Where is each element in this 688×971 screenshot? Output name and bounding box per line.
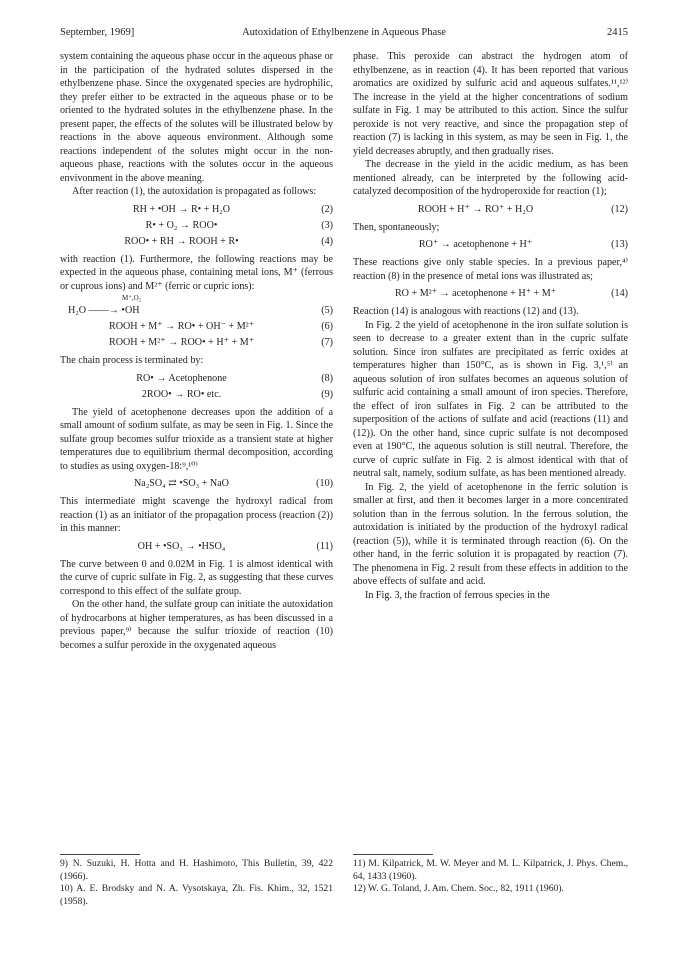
footnote-12: 12) W. G. Toland, J. Am. Chem. Soc., 82, 1911 (1960). xyxy=(353,883,564,894)
equation-8: RO• → Acetophenone (8) xyxy=(136,372,333,384)
left-column xyxy=(60,50,333,652)
equation-10: Na₂SO₄ ⇄ •SO₃ + NaO (10) xyxy=(134,478,333,489)
equation-3: R• + O₂ → ROO• (3) xyxy=(145,219,333,231)
footnote-rule xyxy=(60,854,140,855)
paragraph: In Fig. 2, the yield of acetophenone in the ferric solution is smaller at first, and then it becomes larger in a more concentrated solution than in the ferrous solution. In the ferrous solution, the autoxidation is initiated by the production of the hydroxyl radical (reaction (5)), while it is terminated through reaction (6). On the other hand, in the ferric solution it is propagated by reaction (7). The phenomena in Fig. 2 result from these effects in addition to the above effects of sulfate and acid. xyxy=(353,481,628,587)
footnotes-left xyxy=(60,854,333,908)
paragraph: Then, spontaneously; xyxy=(353,221,440,233)
paragraph: In Fig. 3, the fraction of ferrous species in the xyxy=(365,589,550,601)
paragraph: with reaction (1). Furthermore, the following reactions may be expected in the aqueous phase, containing metal ions, M⁺ (ferrous or cuprous ions) and M²⁺ (ferric or cupric ions): xyxy=(60,253,333,292)
paragraph: After reaction (1), the autoxidation is propagated as follows: xyxy=(72,186,317,197)
paragraph: On the other hand, the sulfate group can initiate the autoxidation of hydrocarbons at higher temperatures, as has been discussed in a previous paper,⁹⁾ because the sulfur trioxide of reaction (10) becomes a sulfur peroxide in the oxygenated aqueous xyxy=(60,599,333,651)
equation-7: ROOH + M²⁺ → ROO• + H⁺ + M⁺ (7) xyxy=(108,337,333,348)
equation-5: M⁺,O₂ H₂O ——→ •OH (5) xyxy=(68,294,333,316)
paragraph: The yield of acetophenone decreases upon the addition of a small amount of sodium sulfate, as may be seen in Fig. 1. Since the sulfate group becomes sulfur trioxide as a transient state at higher temperatures due to equilibrium thermal decomposition, according to studies as using oxygen-18:⁹,¹⁰⁾ xyxy=(60,406,333,472)
equation-2: RH + •OH → R• + H₂O (2) xyxy=(132,203,333,215)
reaction-condition: M⁺,O₂ xyxy=(122,294,142,302)
footnote-9: 9) N. Suzuki, H. Hotta and H. Hashimoto, This Bulletin, 39, 422 (1966). xyxy=(60,858,333,882)
equation-14: RO + M²⁺ → acetophenone + H⁺ + M⁺ (14) xyxy=(394,288,628,299)
equation-12: ROOH + H⁺ → RO⁺ + H₂O (12) xyxy=(417,203,628,215)
page-number: 2415 xyxy=(607,27,628,38)
footnote-rule xyxy=(353,854,433,855)
paragraph: These reactions give only stable species. In a previous paper,⁴⁾ reaction (8) in the presence of metal ions was illustrated as; xyxy=(353,257,628,282)
paragraph: The curve between 0 and 0.02M in Fig. 1 is almost identical with the curve of cupric sulfate in Fig. 2, as suggesting that these curves correspond to this effect of the sulfate group. xyxy=(60,558,333,597)
equation-11: OH + •SO₃ → •HSO₄ (11) xyxy=(137,540,333,552)
paragraph: system containing the aqueous phase occur in the aqueous phase or in the participation of the hydrated solutes dispersed in the ethylbenzene phase. Since the oxygenated species are hydrophilic, they prefer either to be extracted in the aqueous phase or to be oriented to the hydrated solutes in the ethylbenzene phase. In the present paper, the effects of the solutes will be illustrated below by reactions in the above aqueous environment. Although some reactions independent of the solutes might occur in the non-aqueous phase, reactions with the solutes occur in the aqueous envivonment in the above meaning. xyxy=(60,51,333,184)
running-header xyxy=(60,27,628,43)
paragraph: In Fig. 2 the yield of acetophenone in the iron sulfate solution is seen to decrease to a greater extent than in the cupric sulfate solution. Since iron sulfates are precipitated as ferric oxides at temperatures higher than 150°C, as is shown in Fig. 3,¹,⁵⁾ an aqueous solution of iron sulfates becomes an aqueous solution of sulfuric acid containing a small amount of iron species. Therefore, the effect of iron sulfates in Fig. 2 can be attributed to the superposition of the actions of sulfate and acid (reactions (11) and (12)). On the other hand, since cupric sulfate is not decomposed even at 190°C, the aqueous solution is still neutral. Therefore, the curve of cupric sulfate in Fig. 2 is almost identical with that of neutral salt, namely, sodium sulfate, as has been mentioned already. xyxy=(353,319,628,479)
right-column xyxy=(353,50,628,602)
header-title: Autoxidation of Ethylbenzene in Aqueous Phase xyxy=(242,27,446,38)
paragraph: The chain process is terminated by: xyxy=(60,355,204,366)
paragraph: Reaction (14) is analogous with reactions (12) and (13). xyxy=(353,306,579,317)
paragraph: This intermediate might scavenge the hydroxyl radical from reaction (1) as an initiator of the propagation process (reaction (2)) in this manner: xyxy=(60,496,333,534)
paragraph: The decrease in the yield in the acidic medium, as has been mentioned already, can be interpreted by the following acid-catalyzed decomposition of the hydroperoxide for reaction (1); xyxy=(353,159,628,197)
footnotes-right xyxy=(353,854,628,896)
equation-4: ROO• + RH → ROOH + R• (4) xyxy=(124,235,333,247)
equation-9: 2ROO• → RO• etc. (9) xyxy=(141,388,333,400)
equation-13: RO⁺ → acetophenone + H⁺ (13) xyxy=(418,239,628,250)
header-date: September, 1969] xyxy=(60,27,135,38)
footnote-10: 10) A. E. Brodsky and N. A. Vysotskaya, Zh. Fis. Khim., 32, 1521 (1958). xyxy=(60,883,333,907)
footnote-11: 11) M. Kilpatrick, M. W. Meyer and M. L. Kilpatrick, J. Phys. Chem., 64, 1433 (1960). xyxy=(353,858,628,882)
equation-6: ROOH + M⁺ → RO• + OH⁻ + M²⁺ (6) xyxy=(108,321,333,332)
paragraph: phase. This peroxide can abstract the hydrogen atom of ethylbenzene, as in reaction (4). It has been reported that various aromatics are oxidized by sulfuric acid and aqueous sulfates.¹¹,¹²⁾ The increase in the yield at the higher concentrations of sodium sulfate in Fig. 1 may be attributed to this action. Since the sulfur peroxide is not very reactive, and since the propagation step of reaction (7) is lacking in this system, as may be seen in Fig. 1, the yield decreases abruptly, and then gradually rises. xyxy=(353,51,628,157)
